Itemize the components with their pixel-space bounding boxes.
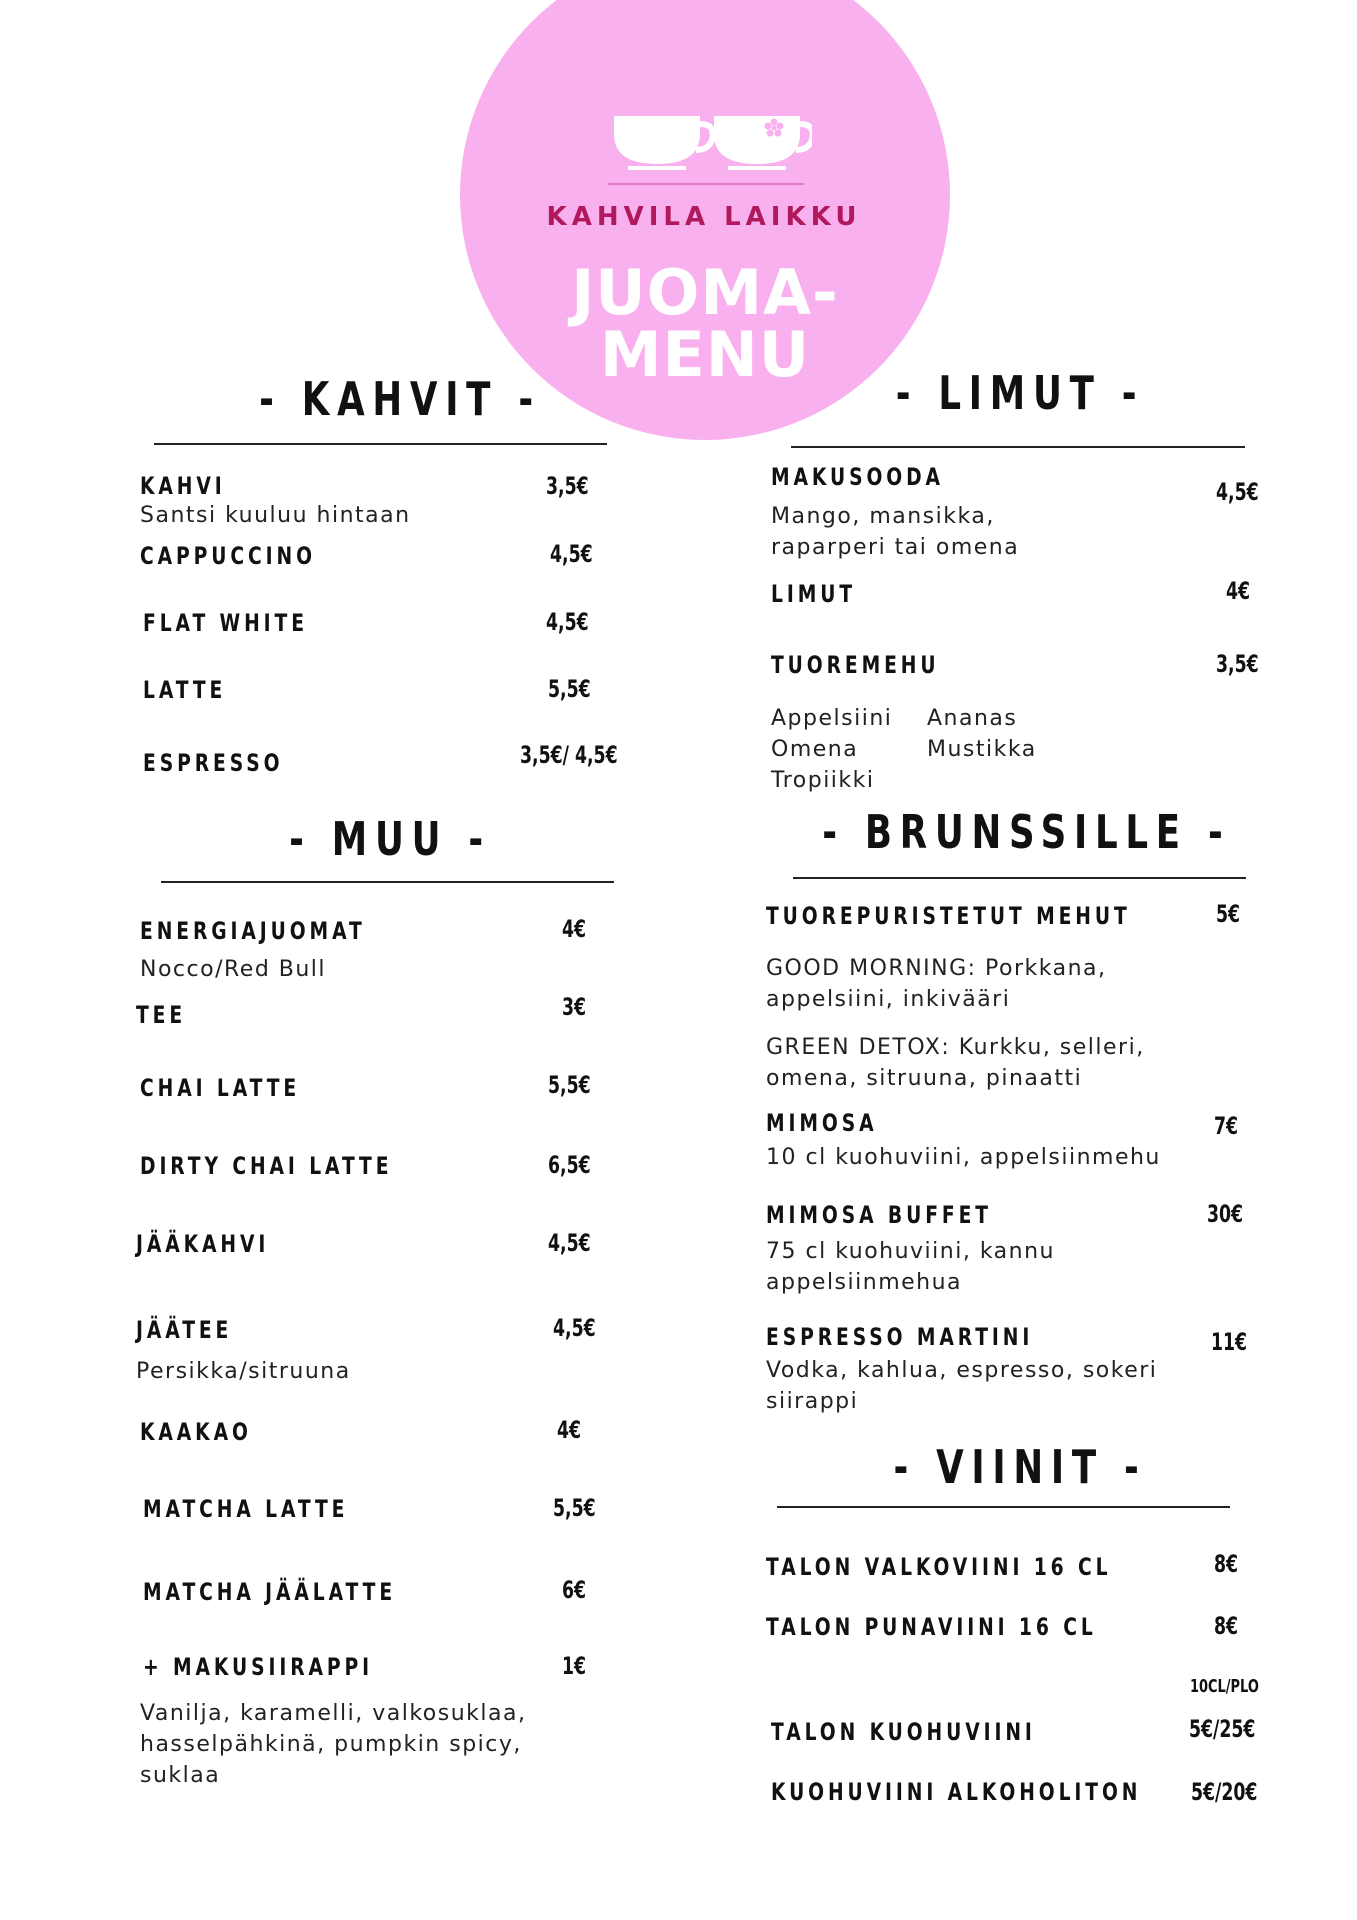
menu-item-name: ESPRESSO <box>143 749 284 777</box>
menu-item-name: MAKUSOODA <box>771 463 944 491</box>
menu-item-price: 30€ <box>1207 1200 1244 1228</box>
menu-item-price: 5,5€ <box>548 675 591 703</box>
menu-item-name: TALON VALKOVIINI 16 CL <box>766 1553 1112 1581</box>
menu-item-price: 4€ <box>1226 577 1251 605</box>
menu-item-name: MIMOSA BUFFET <box>766 1201 992 1229</box>
section-rule <box>791 446 1245 448</box>
menu-item-name: TALON KUOHUVIINI <box>771 1718 1036 1746</box>
menu-item-desc: 10 cl kuohuviini, appelsiinmehu <box>766 1145 1161 1170</box>
menu-item-name: KUOHUVIINI ALKOHOLITON <box>771 1778 1142 1806</box>
menu-item-name: ESPRESSO MARTINI <box>766 1323 1034 1351</box>
menu-item-price: 4,5€ <box>548 1229 591 1257</box>
menu-item-name: + MAKUSIIRAPPI <box>143 1653 374 1681</box>
menu-item-name: CHAI LATTE <box>140 1074 301 1102</box>
menu-item-name: TUOREPURISTETUT MEHUT <box>766 902 1131 930</box>
coffee-cups-icon <box>612 110 812 170</box>
menu-title-line1: JUOMA- <box>571 256 839 329</box>
menu-item-name: ENERGIAJUOMAT <box>140 917 366 945</box>
menu-item-name: MATCHA JÄÄLATTE <box>143 1578 397 1606</box>
menu-title <box>500 256 910 391</box>
menu-item-price: 3,5€ <box>546 472 589 500</box>
menu-item-price: 8€ <box>1214 1612 1239 1640</box>
menu-item-desc: Nocco/Red Bull <box>140 957 327 982</box>
section-heading-limut: - LIMUT - <box>895 366 1145 420</box>
menu-item-name: LATTE <box>143 676 227 704</box>
menu-item-price: 5,5€ <box>548 1071 591 1099</box>
tuoremehu-flavors-col2: Ananas Mustikka <box>927 706 1037 762</box>
menu-item-name: JÄÄTEE <box>136 1316 233 1344</box>
menu-item-price: 6€ <box>562 1576 587 1604</box>
section-rule <box>793 877 1246 879</box>
menu-item-price: 7€ <box>1214 1112 1239 1140</box>
menu-item-price: 11€ <box>1211 1328 1248 1356</box>
menu-title-line2: MENU <box>599 318 811 391</box>
menu-item-desc: Santsi kuuluu hintaan <box>140 503 411 528</box>
menu-item-price: 4€ <box>557 1416 582 1444</box>
menu-item-price: 3€ <box>562 993 587 1021</box>
juice-good-morning: GOOD MORNING: Porkkana, appelsiini, inkivääri <box>766 956 1107 1012</box>
menu-item-desc: 75 cl kuohuviini, kannu appelsiinmehua <box>766 1239 1055 1295</box>
menu-item-price: 5€ <box>1216 900 1241 928</box>
menu-item-name: KAHVI <box>140 472 226 500</box>
menu-item-price: 4,5€ <box>553 1314 596 1342</box>
menu-item-name: DIRTY CHAI LATTE <box>140 1152 393 1180</box>
menu-item-desc: Vodka, kahlua, espresso, sokeri siirappi <box>766 1358 1158 1414</box>
menu-item-name: FLAT WHITE <box>143 609 308 637</box>
menu-item-name: MIMOSA <box>766 1109 878 1137</box>
menu-item-name: KAAKAO <box>140 1418 252 1446</box>
menu-item-desc: Vanilja, karamelli, valkosuklaa, hasselpähkinä, pumpkin spicy, suklaa <box>140 1701 527 1788</box>
menu-item-price: 5€/25€ <box>1189 1715 1256 1743</box>
section-heading-muu: - MUU - <box>289 812 491 866</box>
menu-item-name: TEE <box>136 1001 187 1029</box>
menu-item-price: 4,5€ <box>546 608 589 636</box>
menu-item-price: 3,5€ <box>1216 650 1259 678</box>
menu-item-price: 8€ <box>1214 1550 1239 1578</box>
wine-unit-label: 10CL/PLO <box>1190 1676 1259 1697</box>
menu-item-price: 6,5€ <box>548 1151 591 1179</box>
section-heading-kahvit: - KAHVIT - <box>259 372 541 426</box>
menu-item-price: 1€ <box>562 1652 587 1680</box>
menu-item-price: 5,5€ <box>553 1494 596 1522</box>
section-heading-brunssille: - BRUNSSILLE - <box>822 805 1231 859</box>
cafe-name: KAHVILA LAIKKU <box>546 202 862 232</box>
tuoremehu-flavors-col1: Appelsiini Omena Tropiikki <box>771 706 893 793</box>
menu-item-desc: Mango, mansikka, raparperi tai omena <box>771 504 1020 560</box>
section-rule <box>777 1506 1230 1508</box>
menu-item-desc: Persikka/sitruuna <box>136 1359 351 1384</box>
menu-item-name: MATCHA LATTE <box>143 1495 349 1523</box>
menu-item-name: CAPPUCCINO <box>140 542 316 570</box>
menu-item-name: LIMUT <box>771 580 856 608</box>
menu-item-price: 5€/20€ <box>1191 1778 1258 1806</box>
juice-green-detox: GREEN DETOX: Kurkku, selleri, omena, sitruuna, pinaatti <box>766 1035 1145 1091</box>
menu-item-price: 3,5€/ 4,5€ <box>520 741 618 769</box>
menu-item-price: 4,5€ <box>550 540 593 568</box>
section-heading-viinit: - VIINIT - <box>893 1440 1147 1494</box>
menu-item-name: JÄÄKAHVI <box>136 1230 270 1258</box>
logo-divider <box>608 183 804 185</box>
menu-item-price: 4€ <box>562 915 587 943</box>
section-rule <box>154 443 607 445</box>
section-rule <box>161 881 614 883</box>
menu-item-price: 4,5€ <box>1216 478 1259 506</box>
menu-item-name: TUOREMEHU <box>771 651 940 679</box>
menu-item-name: TALON PUNAVIINI 16 CL <box>766 1613 1097 1641</box>
